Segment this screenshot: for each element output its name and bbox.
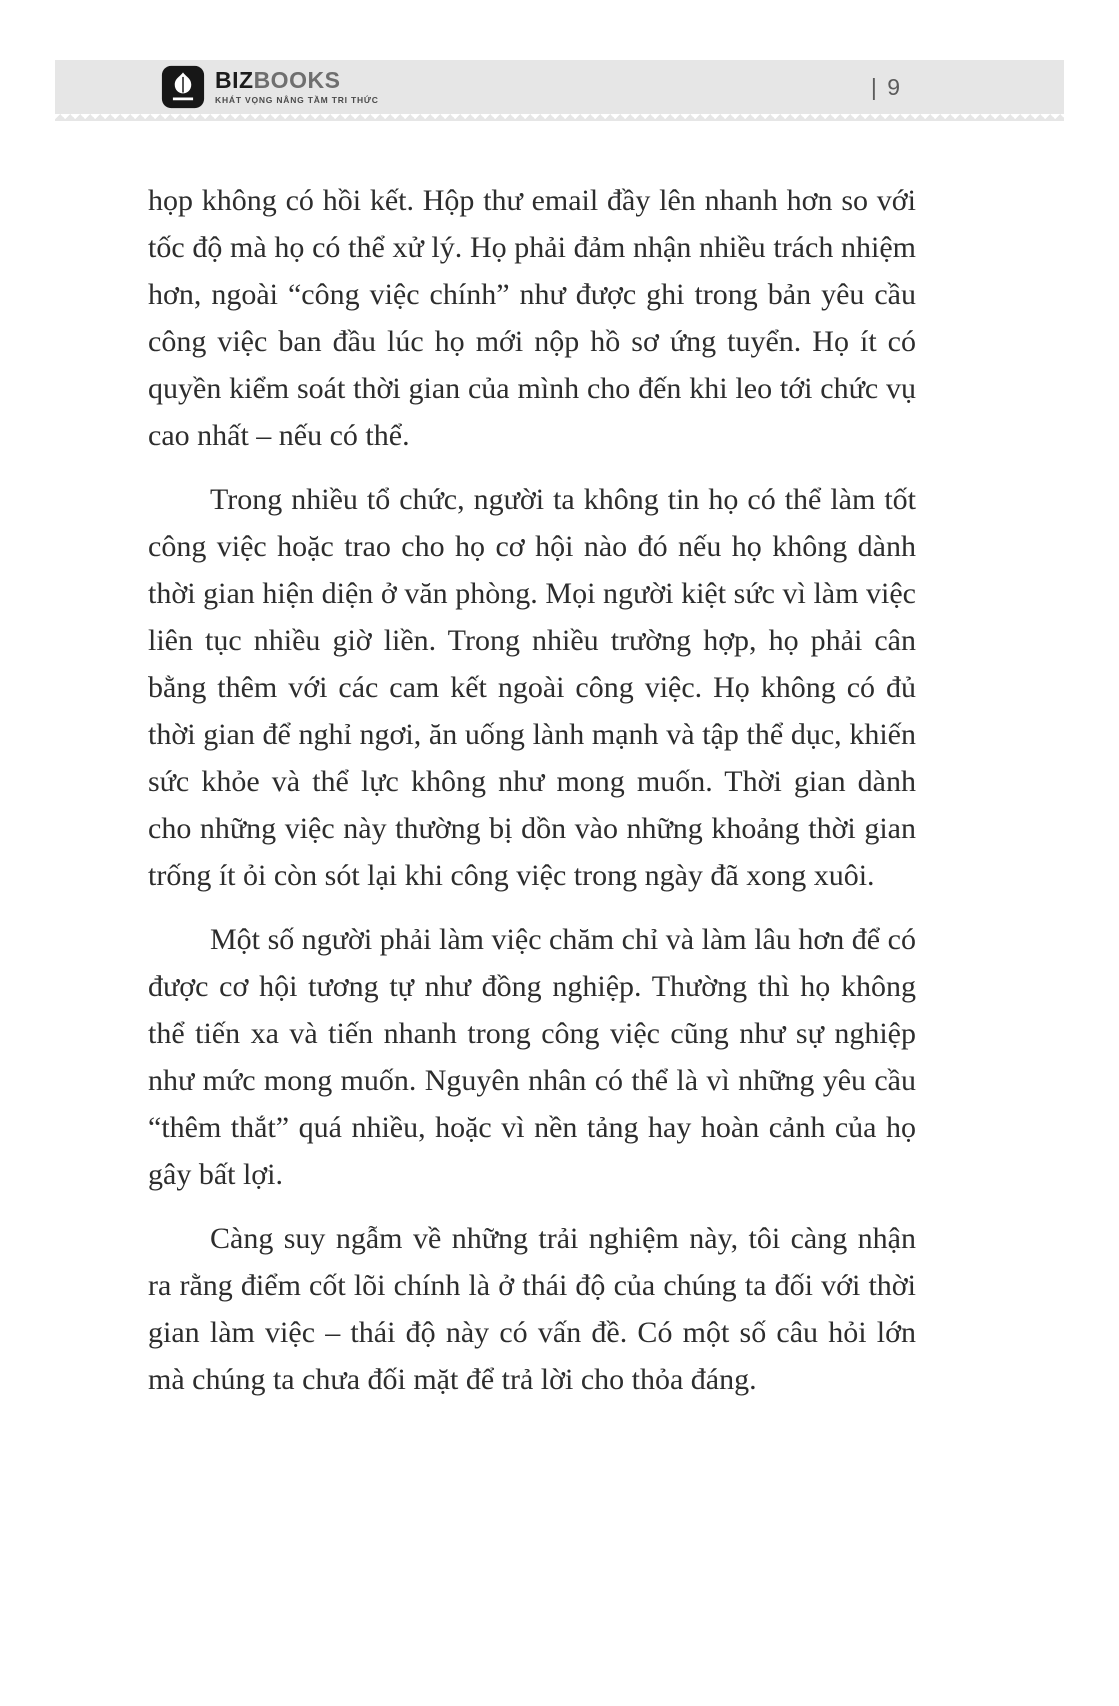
page-header [55, 60, 1064, 121]
brand-name-books: BOOKS [253, 67, 341, 94]
paragraph: Một số người phải làm việc chăm chỉ và làm lâu hơn để có được cơ hội tương tự như đồng nghiệp. Thường thì họ không thể tiến xa và tiến nhanh trong công việc cũng như sự nghiệp như mức mong muốn. Nguyên nhân có thể là vì những yêu cầu “thêm thắt” quá nhiều, hoặc vì nền tảng hay hoàn cảnh của họ gây bất lợi. [148, 923, 916, 1191]
brand-text [215, 69, 379, 105]
brand-name-biz: BIZ [215, 67, 254, 94]
header-zigzag-edge [55, 114, 1064, 121]
page-body-text [148, 177, 916, 1403]
brand-name [215, 69, 379, 92]
paragraph: Trong nhiều tổ chức, người ta không tin họ có thể làm tốt công việc hoặc trao cho họ cơ hội nào đó nếu họ không dành thời gian hiện diện ở văn phòng. Mọi người kiệt sức vì làm việc liên tục nhiều giờ liền. Trong nhiều trường hợp, họ phải cân bằng thêm với các cam kết ngoài công việc. Họ không có đủ thời gian để nghỉ ngơi, ăn uống lành mạnh và tập thể dục, khiến sức khỏe và thể lực không như mong muốn. Thời gian dành cho những việc này thường bị dồn vào những khoảng thời gian trống ít ỏi còn sót lại khi công việc trong ngày đã xong xuôi. [148, 483, 916, 892]
page-number: | 9 [870, 73, 902, 100]
brand-tagline: KHÁT VỌNG NÂNG TẦM TRI THỨC [215, 95, 379, 106]
brand [161, 65, 379, 109]
paragraph: họp không có hồi kết. Hộp thư email đầy lên nhanh hơn so với tốc độ mà họ có thể xử lý. Họ phải đảm nhận nhiều trách nhiệm hơn, ngoài “công việc chính” như được ghi trong bản yêu cầu công việc ban đầu lúc họ mới nộp hồ sơ ứng tuyển. Họ ít có quyền kiểm soát thời gian của mình cho đến khi leo tới chức vụ cao nhất – nếu có thể. [148, 184, 916, 452]
header-band [55, 60, 1064, 114]
book-page [0, 60, 1119, 1403]
bizbooks-logo-icon [161, 65, 205, 109]
paragraph: Càng suy ngẫm về những trải nghiệm này, tôi càng nhận ra rằng điểm cốt lõi chính là ở thái độ của chúng ta đối với thời gian làm việc – thái độ này có vấn đề. Có một số câu hỏi lớn mà chúng ta chưa đối mặt để trả lời cho thỏa đáng. [148, 1222, 916, 1396]
